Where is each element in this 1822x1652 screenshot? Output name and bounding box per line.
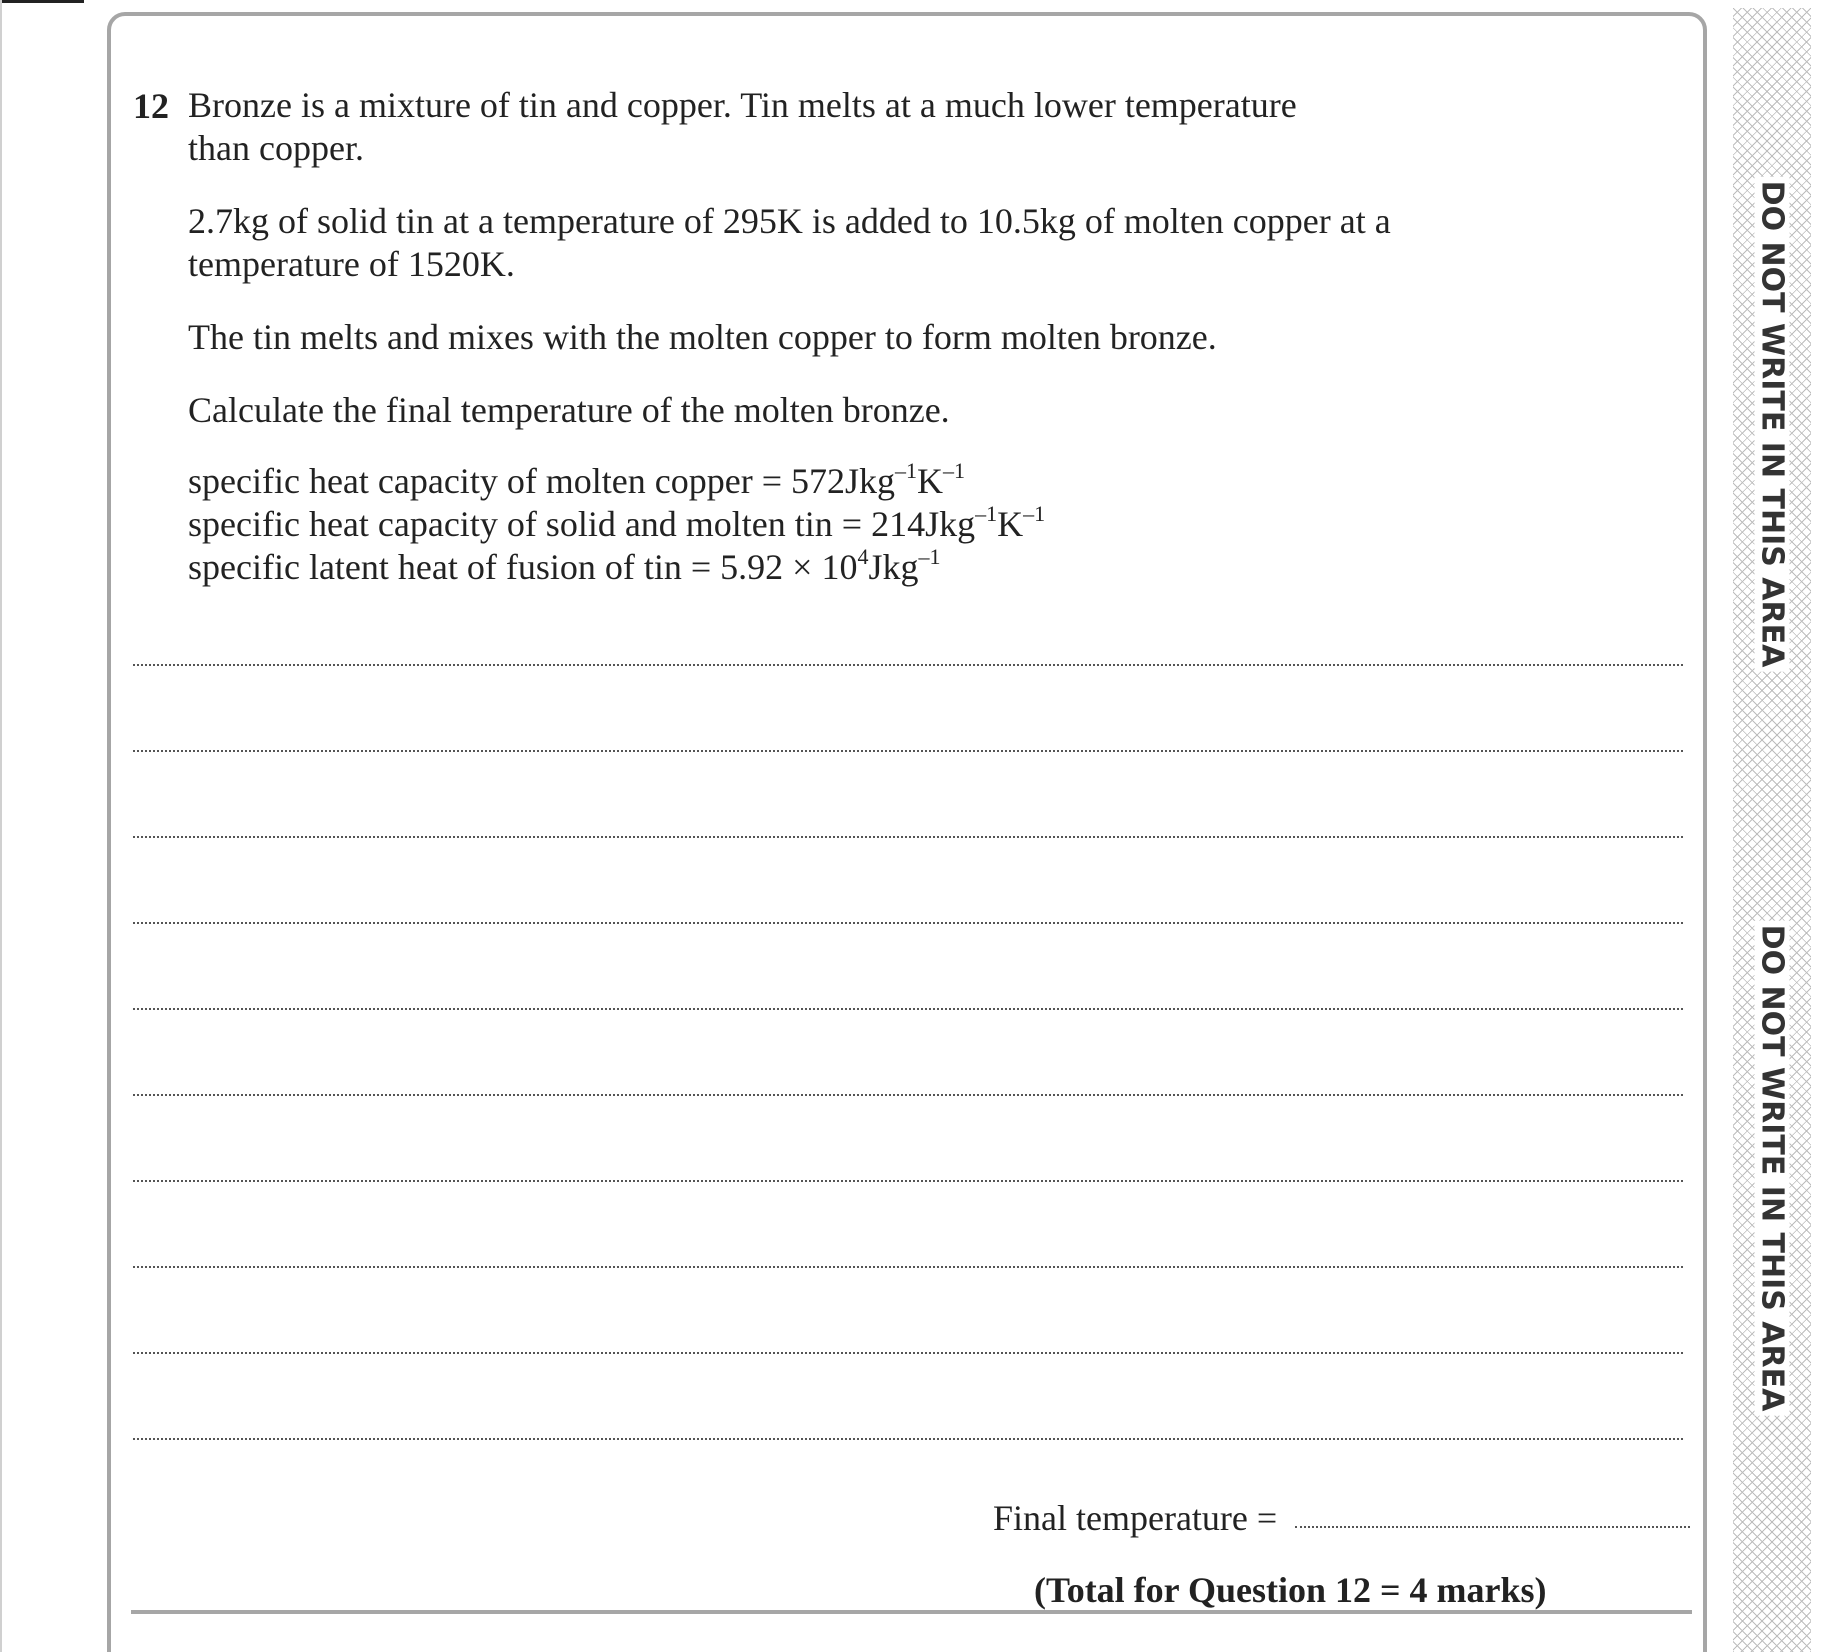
exponent: –1 <box>975 501 998 526</box>
answer-line[interactable] <box>133 1266 1683 1268</box>
exponent: –1 <box>895 458 918 483</box>
copper-shc-line <box>188 460 1045 503</box>
question-number: 12 <box>133 86 169 126</box>
question-process: The tin melts and mixes with the molten copper to form molten bronze. <box>188 317 1217 357</box>
question-task: Calculate the final temperature of the molten bronze. <box>188 390 950 430</box>
page-left-edge <box>0 0 2 1652</box>
unit-jkg: Jkg <box>868 547 919 587</box>
tin-shc-line <box>188 503 1045 546</box>
question-intro <box>188 84 1448 170</box>
given-line-2: temperature of 1520K. <box>188 244 515 284</box>
answer-line[interactable] <box>133 922 1683 924</box>
margin-warning-upper: DO NOT WRITE IN THIS AREA <box>1755 177 1790 672</box>
question-given <box>188 200 1488 286</box>
answer-line[interactable] <box>133 750 1683 752</box>
total-marks: (Total for Question 12 = 4 marks) <box>1034 1570 1547 1610</box>
exponent: –1 <box>918 544 941 569</box>
unit-kelvin: K <box>997 504 1024 544</box>
exponent: 4 <box>857 544 869 569</box>
copper-shc-text: specific heat capacity of molten copper = 572Jkg <box>188 461 896 501</box>
given-line-1: 2.7kg of solid tin at a temperature of 295K is added to 10.5kg of molten copper at a <box>188 201 1391 241</box>
answer-line[interactable] <box>133 664 1683 666</box>
latent-heat-line <box>188 546 1045 589</box>
answer-line[interactable] <box>133 1180 1683 1182</box>
answer-line[interactable] <box>133 836 1683 838</box>
intro-line-2: than copper. <box>188 128 364 168</box>
page-corner-mark <box>0 0 84 3</box>
intro-line-1: Bronze is a mixture of tin and copper. Tin melts at a much lower temperature <box>188 85 1297 125</box>
answer-line[interactable] <box>133 1352 1683 1354</box>
answer-line[interactable] <box>133 1008 1683 1010</box>
answer-line[interactable] <box>133 1438 1683 1440</box>
question-end-rule <box>131 1610 1692 1614</box>
exponent: –1 <box>1023 501 1046 526</box>
final-temperature-label: Final temperature = <box>993 1498 1278 1538</box>
final-temperature-answer-line[interactable] <box>1295 1526 1690 1528</box>
latent-heat-text: specific latent heat of fusion of tin = 5.92 × 10 <box>188 547 858 587</box>
exponent: –1 <box>943 458 966 483</box>
answer-line[interactable] <box>133 1094 1683 1096</box>
given-data <box>188 460 1045 589</box>
unit-kelvin: K <box>917 461 944 501</box>
margin-warning-lower: DO NOT WRITE IN THIS AREA <box>1755 921 1790 1416</box>
tin-shc-text: specific heat capacity of solid and molten tin = 214Jkg <box>188 504 976 544</box>
